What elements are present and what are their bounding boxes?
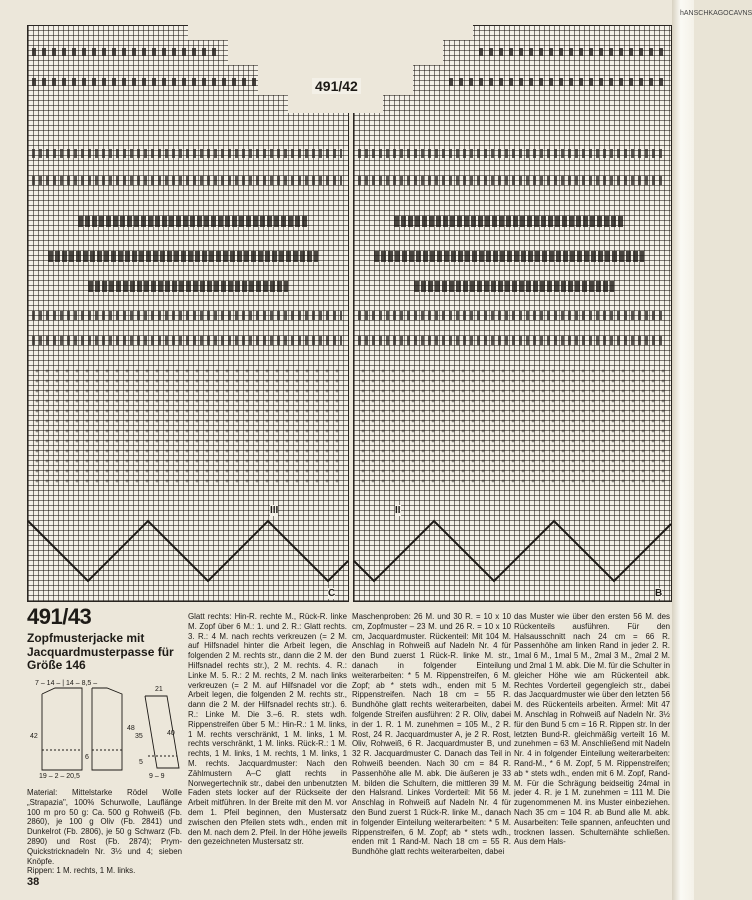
dim-small-a: 6 — [85, 754, 89, 761]
vee-row — [32, 311, 342, 320]
roman-numeral-left: III — [270, 505, 279, 516]
motif-row — [479, 48, 664, 56]
material-text — [27, 788, 182, 876]
dark-row — [48, 251, 318, 262]
dim-left-height: 42 — [30, 733, 38, 740]
vee-row — [32, 176, 342, 185]
vee-row — [32, 336, 342, 345]
dim-sleeve-top: 21 — [155, 686, 163, 693]
vee-row — [32, 149, 342, 158]
motif-row — [32, 78, 257, 86]
chart-letter-c: C — [328, 588, 336, 599]
motif-row — [449, 78, 664, 86]
material-paragraph: Material: Mittelstarke Rödel Wolle „Strapazia", 100% Schurwolle, Lauflänge 100 m pro 50 g: Ca. 500 g Rohweiß (Fb. 2860), je 100 g Oliv (Fb. 2841) und Dunkelrot (Fb. 2806), je 50 g Schwarz (Fb. 2890) und Rost (Fb. 2874); Prym-Quickstricknadeln Nr. 3½ und 4; sieben Knöpfe. — [27, 788, 182, 866]
vee-row — [358, 336, 666, 345]
chart-step — [288, 25, 349, 113]
dark-row — [78, 216, 308, 227]
dark-row — [394, 216, 624, 227]
instructions-col-2: Glatt rechts: Hin-R. rechte M., Rück-R. linke M. Zopf über 6 M.: 1. und 2. R.: Glatt rechts. 3. R.: 4 M. nach rechts verkreuzen (= 2 M. auf Hilfsnadel hinter die Arbeit legen, die folgenden 2 M. rechts str., dann die 2 M. der Hilfsnadel rechts str.), 2 M. rechts. 4. R.: Linke M. 5. R.: 2 M. rechts, 2 M. nach links verkreuzen (= 2 M. auf Hilfsnadel vor die Arbeit legen, die folgenden 2 M. rechts str., dann die 2 M. der Hilfsnadel rechts str.). 6. R.: Linke M. Die 3.–6. R. stets wdh. Rippenstreifen über 5 M.: Hin-R.: 1 M. links, 1 M. rechts verschränkt, 1 M. links, 1 M. rechts verschränkt, 1 M. links. Rück-R.: 1 M. rechts, 1 M. links, 1 M. rechts, 1 M. links, 1 M. rechts. Jacquardmuster: Nach den Zählmustern A–C glatt rechts in Norwegertechnik str., dabei den unbenutzten Faden stets locker auf der Rückseite der Arbeit mitführen. In der Breite mit den M. vor dem 1. Pfeil beginnen, den Mustersatz zwischen den Pfeilen stets wdh., enden mit den M. nach dem 2. Pfeil. In der Höhe jeweils den gezeichneten Mustersatz str. — [188, 612, 347, 847]
dim-sleeve-bottom: 9 – 9 — [149, 773, 165, 780]
article-number: 491/43 — [27, 604, 92, 629]
rippen-paragraph: Rippen: 1 M. rechts, 1 M. links. — [27, 866, 136, 876]
dot-motif-area — [32, 366, 342, 486]
side-letters: hANSCHKAGOCAVNS — [680, 10, 752, 17]
instructions-col-3: Maschenproben: 26 M. und 30 R. = 10 x 10 cm, Zopfmuster – 23 M. und 26 R. = 10 x 10 cm, Jacquardmuster. Rückenteil: Mit 104 M. Anschlag in Rohweiß auf Nadeln Nr. 4 für den Bund zuerst 1 Rück-R. linke M. str., danach in folgender Einteilung weiterarbeiten: * 5 M. Rippenstreifen, 6 M. Zopf; ab * stets wdh., enden mit 5 M. Rippenstreifen. Nach 18 cm = 55 R. Bundhöhe glatt rechts weiterarbeiten, dabei folgende Streifen ausführen: 2 R. Oliv, dabei in der 1. R. 1 M. zunehmen = 105 M., 2 R. Rost, 24 R. Jacquardmuster A, je 2 R. Rost, Oliv, Rohweiß, 6 R. Jacquardmuster B, und 32 R. Jacquardmuster C. Danach das Teil in Rohweiß beenden. Nach 30 cm = 84 R. Passenhöhe alle M. abk. Die äußeren je 33 M. bilden die Schultern, die mittleren 39 M. den Halsrand. Linkes Vorderteil: Mit 56 M. Anschlag in Rohweiß auf Nadeln Nr. 4 für den Bund zuerst 1 Rück-R. linke M., danach in folgender Einteilung weiterarbeiten: * 5 M. Rippenstreifen, 6 M. Zopf; ab * stets wdh., enden mit 1 Rand-M. Nach 18 cm = 55 R. Bundhöhe glatt rechts weiterarbeiten, dabei — [352, 612, 511, 857]
zigzag-border — [28, 506, 348, 601]
dark-row — [88, 281, 288, 292]
dim-bottom: 19 – 2 – 20,5 — [39, 773, 80, 780]
vee-row — [358, 149, 666, 158]
article-title: Zopfmusterjacke mit Jacquardmusterpasse für Größe 146 — [27, 631, 174, 672]
motif-row — [32, 48, 222, 56]
dark-row — [374, 251, 644, 262]
instructions-col-4: das Muster wie über den ersten 56 M. des Rückenteils ausführen. Für den Halsausschnitt nach 24 cm = 66 R. Passenhöhe am linken Rand in jeder 2. R. 1mal 6 M., 1mal 5 M., 2mal 3 M., 2mal 2 M. und 2mal 1 M. abk. Die M. für die Schulter in gleicher Höhe wie am Rückenteil abk. Rechtes Vorderteil gegengleich str., dabei das Jacquardmuster wie über den letzten 56 M. des Rückenteils arbeiten. Ärmel: Mit 47 M. Anschlag in Rohweiß auf Nadeln Nr. 3½ für den Bund 5 cm = 16 R. Rippen str. In der letzten Bund-R. gleichmäßig verteilt 16 M. zunehmen = 63 M. Anschließend mit Nadeln Nr. 4 in folgender Einteilung weiterarbeiten: Rand-M., * 6 M. Zopf, 5 M. Rippenstreifen; ab * stets wdh., enden mit 6 M. Zopf, Rand-M. Für die Schrägung beidseitig 24mal in jeder 4. R. je 1 M. zunehmen = 111 M. Die zugenommenen M. ins Muster einbeziehen. Nach 35 cm = 104 R. ab Bund alle M. abk. Ausarbeiten: Teile spannen, anfeuchten und trocknen lassen. Schulternähte schließen. Aus dem Hals- — [514, 612, 670, 847]
knitting-chart-left — [27, 25, 349, 602]
roman-numeral-right: II — [395, 505, 401, 516]
dim-mid-height-b: 35 — [135, 733, 143, 740]
dim-top-left: 7 – 14 – | 14 – 8,5 – — [35, 680, 98, 687]
dark-row — [414, 281, 614, 292]
chart-step — [353, 25, 383, 113]
dim-sleeve-height: 40 — [167, 730, 175, 737]
vee-row — [358, 311, 666, 320]
chart-letter-b: B — [655, 588, 663, 599]
garment-schematic — [27, 680, 182, 780]
chart-label: 491/42 — [312, 78, 361, 94]
dim-small-b: 5 — [139, 759, 143, 766]
dot-motif-area — [358, 366, 666, 486]
zigzag-border — [354, 506, 671, 601]
vee-row — [358, 176, 666, 185]
page-number: 38 — [27, 876, 40, 888]
dim-mid-height-a: 48 — [127, 725, 135, 732]
